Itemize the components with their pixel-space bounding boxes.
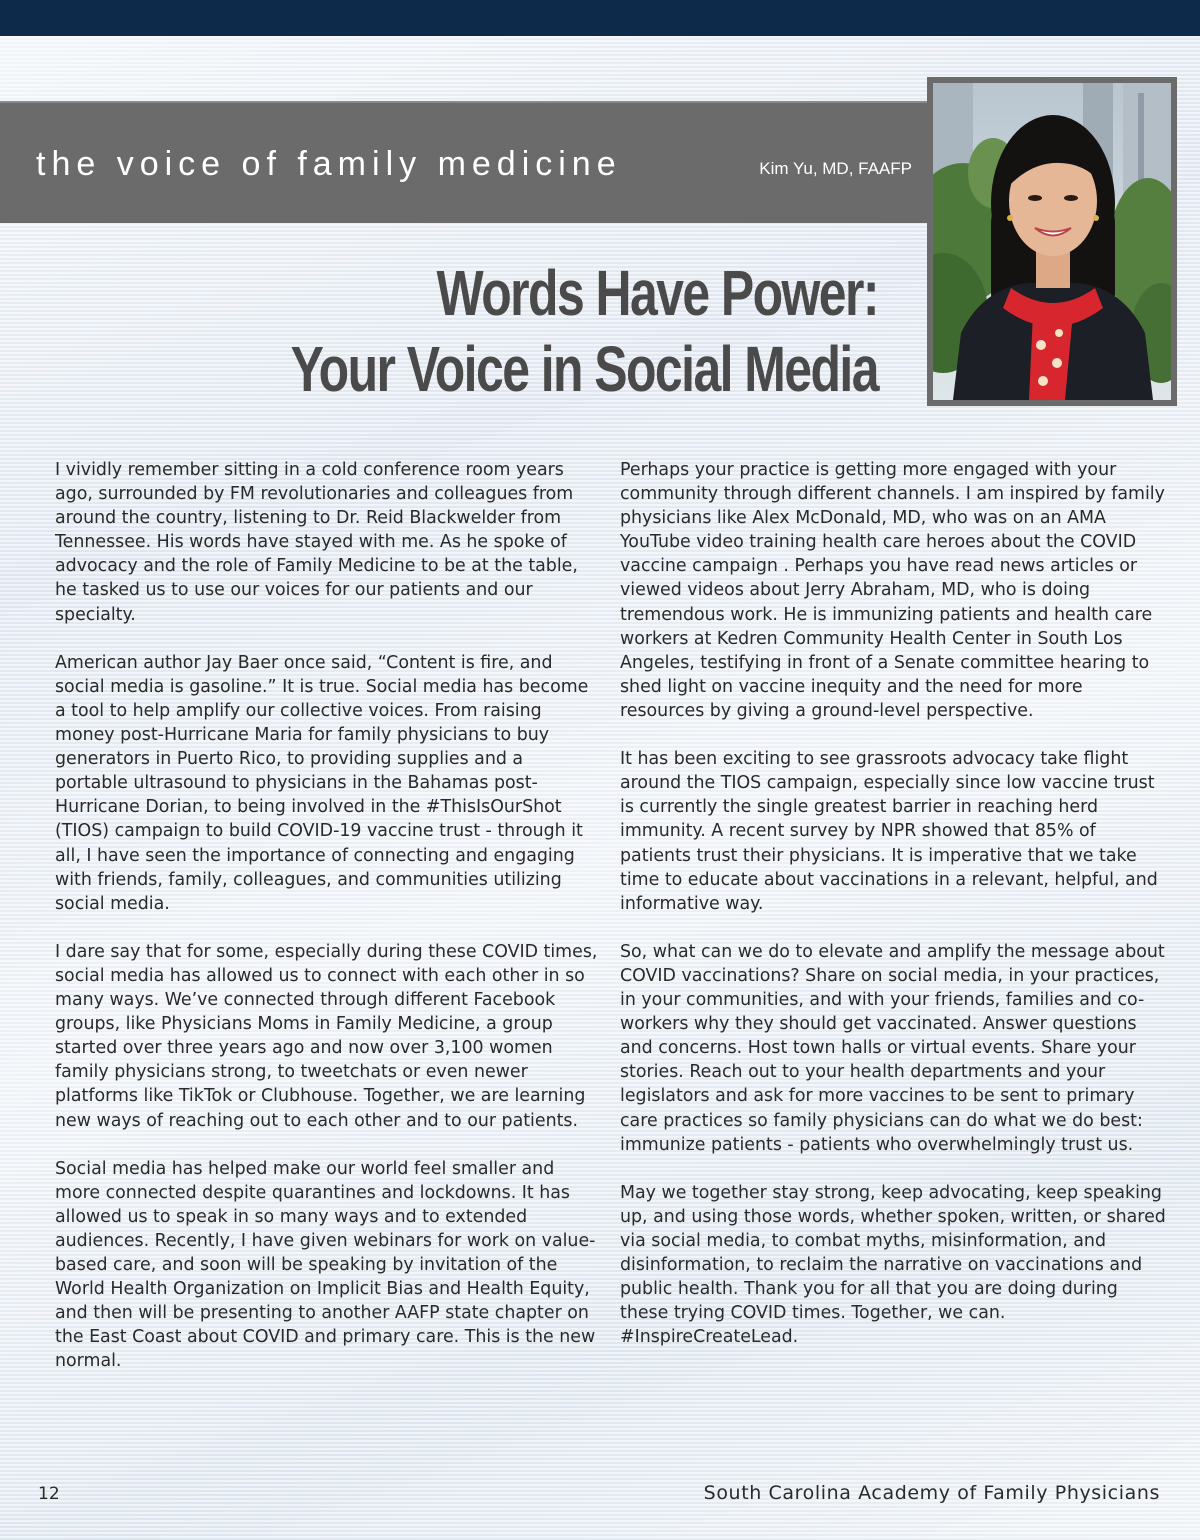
author-photo-frame (927, 77, 1177, 406)
headline-line-2: Your Voice in Social Media (290, 333, 878, 405)
section-tagline: the voice of family medicine (36, 145, 622, 183)
article-column-left (55, 458, 600, 1398)
article-paragraph: I dare say that for some, especially during these COVID times, social media has allowed us to connect with each other in so many ways. We’ve connected through different Facebook groups, like Physicians Moms in Family Medicine, a group started over three years ago and now over 3,100 women family physicians strong, to tweetchats or even newer platforms like TikTok or Clubhouse. Together, we are learning new ways of reaching out to each other and to our patients. (55, 941, 598, 1131)
page-number: 12 (38, 1484, 60, 1504)
headline-line-1: Words Have Power: (436, 257, 878, 329)
article-paragraph: Social media has helped make our world feel smaller and more connected despite quarantines and lockdowns. It has allowed us to speak in so many ways and to extended audiences. Recently, I have given webinars for work on value-based care, and soon will be speaking by invitation of the World Health Organization on Implicit Bias and Health Equity, and then will be presenting to another AAFP state chapter on the East Coast about COVID and primary care. This is the new normal. (55, 1158, 596, 1372)
author-byline: Kim Yu, MD, FAAFP (759, 159, 912, 178)
article-paragraph: Perhaps your practice is getting more engaged with your community through different channels. I am inspired by family physicians like Alex McDonald, MD, who was on an AMA YouTube video training health care heroes about the COVID vaccine campaign . Perhaps you have read news articles or viewed videos about Jerry Abraham, MD, who is doing tremendous work. He is immunizing patients and health care workers at Kedren Community Health Center in South Los Angeles, testifying in front of a Senate committee hearing to shed light on vaccine inequity and the need for more resources by giving a ground-level perspective. (620, 460, 1165, 721)
article-paragraph: So, what can we do to elevate and amplify the message about COVID vaccinations? Share on social media, in your practices, in your communities, and with your friends, families and co-workers why they should get vaccinated. Answer questions and concerns. Host town halls or virtual events. Share your stories. Reach out to your health departments and your legislators and ask for more vaccines to be sent to primary care practices so family physicians can do what we do best: immunize patients - patients who overwhelmingly trust us. (620, 941, 1165, 1155)
article-paragraph: It has been exciting to see grassroots advocacy take flight around the TIOS campaign, especially since low vaccine trust is currently the single greatest barrier in reaching herd immunity. A recent survey by NPR showed that 85% of patients trust their physicians. It is imperative that we take time to educate about vaccinations in a relevant, helpful, and informative way. (620, 749, 1158, 914)
author-portrait-icon (933, 83, 1171, 400)
article-paragraph: May we together stay strong, keep advocating, keep speaking up, and using those words, whether spoken, written, or shared via social media, to combat myths, misinformation, and disinformation, to reclaim the narrative on vaccinations and public health. Thank you for all that you are doing during these trying COVID times. Together, we can. #InspireCreateLead. (620, 1182, 1166, 1348)
article-column-right (620, 458, 1168, 1374)
section-header-band (0, 101, 930, 223)
article-paragraph: I vividly remember sitting in a cold conference room years ago, surrounded by FM revolutionaries and colleagues from around the country, listening to Dr. Reid Blackwelder from Tennessee. His words have stayed with me. As he spoke of advocacy and the role of Family Medicine to be at the table, he tasked us to use our voices for our patients and our specialty. (55, 460, 578, 625)
footer-organization: South Carolina Academy of Family Physicians (703, 1482, 1160, 1504)
top-banner-bar (0, 0, 1200, 36)
article-headline (291, 255, 878, 407)
article-paragraph: American author Jay Baer once said, “Content is fire, and social media is gasoline.” It is true. Social media has become a tool to help amplify our collective voices. From raising money post-Hurricane Maria for family physicians to buy generators in Puerto Rico, to providing supplies and a portable ultrasound to physicians in the Bahamas post-Hurricane Dorian, to being involved in the #ThisIsOurShot (TIOS) campaign to build COVID-19 vaccine trust - through it all, I have seen the importance of connecting and engaging with friends, family, colleagues, and communities utilizing social media. (55, 652, 589, 914)
